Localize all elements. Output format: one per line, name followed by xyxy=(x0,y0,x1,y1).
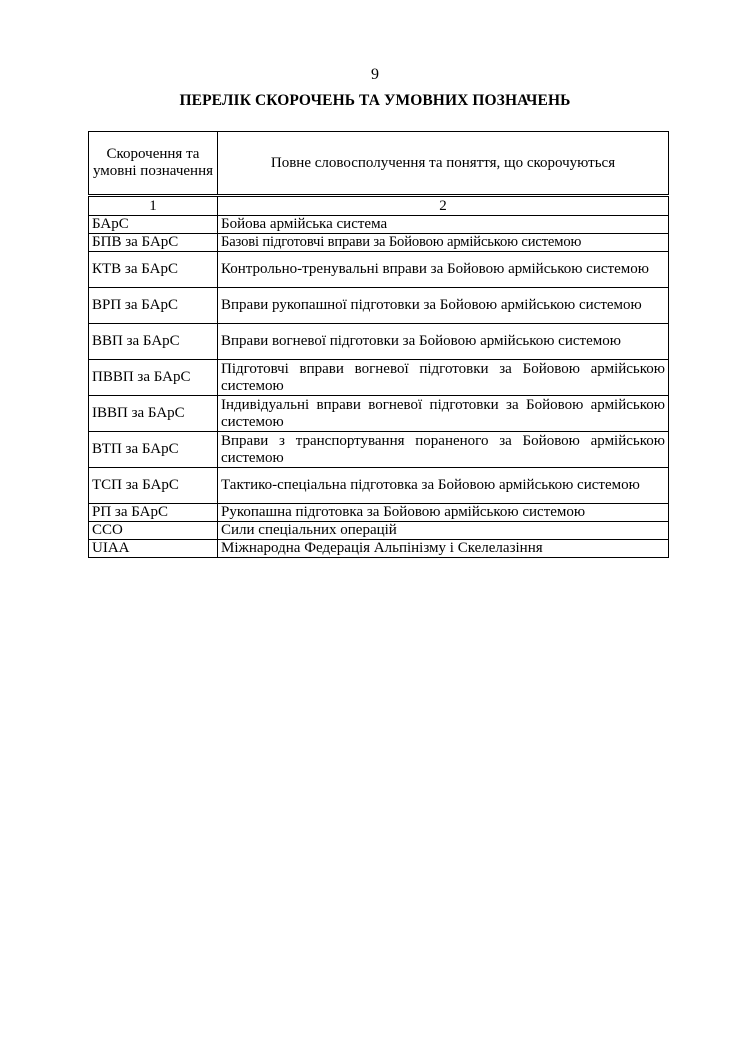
full-phrase-cell: Індивідуальні вправи вогневої підготовки за Бойовою армійською системою xyxy=(218,396,669,432)
abbreviation-cell: ІВВП за БАрС xyxy=(89,396,218,432)
table-row xyxy=(89,216,669,234)
full-phrase-cell: Підготовчі вправи вогневої підготовки за Бойовою армійською системою xyxy=(218,360,669,396)
full-phrase-cell: Рукопашна підготовка за Бойовою армійською системою xyxy=(218,504,669,522)
column-number-2: 2 xyxy=(218,196,669,216)
full-phrase-cell: Базові підготовчі вправи за Бойовою армійською системою xyxy=(218,234,669,252)
abbreviation-cell: ТСП за БАрС xyxy=(89,468,218,504)
full-phrase-cell: Вправи вогневої підготовки за Бойовою армійською системою xyxy=(218,324,669,360)
abbreviation-cell: БАрС xyxy=(89,216,218,234)
column-number-row xyxy=(89,196,669,216)
abbreviation-cell: UIAA xyxy=(89,540,218,558)
table-row xyxy=(89,252,669,288)
column-number-1: 1 xyxy=(89,196,218,216)
full-phrase-cell: Вправи рукопашної підготовки за Бойовою армійською системою xyxy=(218,288,669,324)
table-row xyxy=(89,522,669,540)
page-title: ПЕРЕЛІК СКОРОЧЕНЬ ТА УМОВНИХ ПОЗНАЧЕНЬ xyxy=(179,92,571,109)
table-row xyxy=(89,324,669,360)
table-row xyxy=(89,504,669,522)
header-full-phrase: Повне словосполучення та поняття, що скорочуються xyxy=(218,132,669,196)
full-phrase-cell: Сили спеціальних операцій xyxy=(218,522,669,540)
full-phrase-cell: Вправи з транспортування пораненого за Бойовою армійською системою xyxy=(218,432,669,468)
abbreviation-cell: КТВ за БАрС xyxy=(89,252,218,288)
table-header-row xyxy=(89,132,669,196)
abbreviation-cell: ВВП за БАрС xyxy=(89,324,218,360)
table-row xyxy=(89,540,669,558)
abbreviation-cell: ПВВП за БАрС xyxy=(89,360,218,396)
table-row xyxy=(89,288,669,324)
table-row xyxy=(89,432,669,468)
abbreviation-cell: РП за БАрС xyxy=(89,504,218,522)
table-row xyxy=(89,396,669,432)
abbreviation-cell: БПВ за БАрС xyxy=(89,234,218,252)
table-row xyxy=(89,234,669,252)
header-abbreviation: Скорочення та умовні позначення xyxy=(89,132,218,196)
abbreviation-cell: ВРП за БАрС xyxy=(89,288,218,324)
abbreviation-cell: ВТП за БАрС xyxy=(89,432,218,468)
abbreviations-table xyxy=(88,131,669,558)
full-phrase-cell: Тактико-спеціальна підготовка за Бойовою армійською системою xyxy=(218,468,669,504)
table-row xyxy=(89,360,669,396)
full-phrase-cell: Контрольно-тренувальні вправи за Бойовою армійською системою xyxy=(218,252,669,288)
full-phrase-cell: Бойова армійська система xyxy=(218,216,669,234)
table-row xyxy=(89,468,669,504)
page-number: 9 xyxy=(371,66,379,83)
full-phrase-cell: Міжнародна Федерація Альпінізму і Скелелазіння xyxy=(218,540,669,558)
abbreviation-cell: ССО xyxy=(89,522,218,540)
